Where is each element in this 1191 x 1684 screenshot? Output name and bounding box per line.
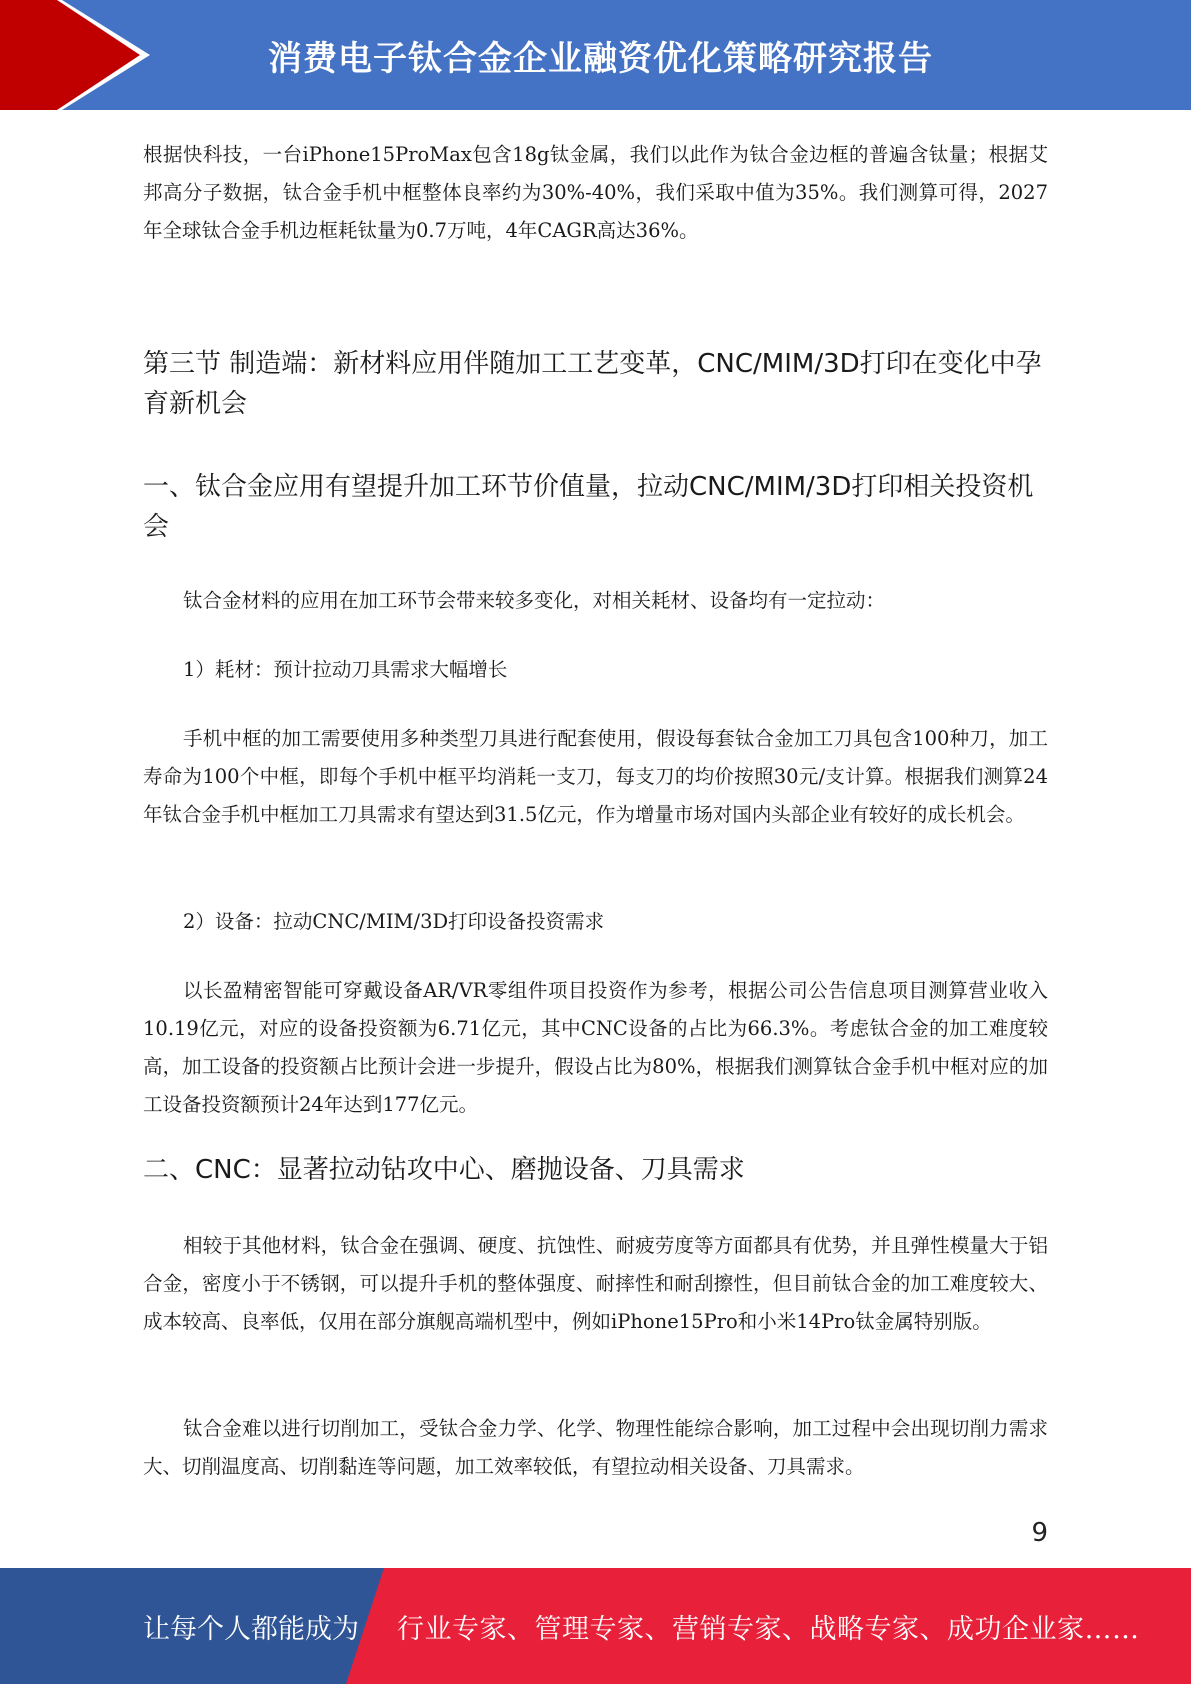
footer-slogan-left: 让每个人都能成为 [143,1613,359,1645]
heading-two: 二、CNC：显著拉动钻攻中心、磨抛设备、刀具需求 [143,1155,745,1185]
equipment-paragraph: 以长盈精密智能可穿戴设备AR/VR零组件项目投资作为参考，根据公司公告信息项目测算营业收入10.19亿元，对应的设备投资额为6.71亿元，其中CNC设备的占比为66.3%。考虑钛合金的加工难度较高，加工设备的投资额占比预计会进一步提升，假设占比为80%，根据我们测算钛合金手机中框对应的加工设备投资额预计24年达到177亿元。 [143,979,1048,1116]
page-header [0,0,1191,110]
tools-paragraph: 手机中框的加工需要使用多种类型刀具进行配套使用，假设每套钛合金加工刀具包含100种刀，加工寿命为100个中框，即每个手机中框平均消耗一支刀，每支刀的均价按照30元/支计算。根据我们测算24年钛合金手机中框加工刀具需求有望达到31.5亿元，作为增量市场对国内头部企业有较好的成长机会。 [143,727,1048,826]
item-1-consumables: 1）耗材：预计拉动刀具需求大幅增长 [183,658,508,681]
report-title: 消费电子钛合金企业融资优化策略研究报告 [268,38,933,79]
page-number: 9 [1031,1518,1048,1548]
section-3-title: 第三节 制造端：新材料应用伴随加工工艺变革，CNC/MIM/3D打印在变化中孕育新机会 [143,349,1042,419]
page-footer [0,1568,1191,1684]
intro-paragraph: 根据快科技，一台iPhone15ProMax包含18g钛金属，我们以此作为钛合金边框的普遍含钛量；根据艾邦高分子数据，钛合金手机中框整体良率约为30%-40%，我们采取中值为35%。我们测算可得，2027年全球钛合金手机边框耗钛量为0.7万吨，4年CAGR高达36%。 [143,143,1048,242]
footer-slogan-right: 行业专家、管理专家、营销专家、战略专家、成功企业家…… [397,1613,1140,1645]
cutting-paragraph: 钛合金难以进行切削加工，受钛合金力学、化学、物理性能综合影响，加工过程中会出现切削力需求大、切削温度高、切削黏连等问题，加工效率较低，有望拉动相关设备、刀具需求。 [143,1417,1048,1478]
heading-one: 一、钛合金应用有望提升加工环节价值量，拉动CNC/MIM/3D打印相关投资机会 [143,472,1034,542]
compare-paragraph: 相较于其他材料，钛合金在强调、硬度、抗蚀性、耐疲劳度等方面都具有优势，并且弹性模量大于铝合金，密度小于不锈钢，可以提升手机的整体强度、耐摔性和耐刮擦性，但目前钛合金的加工难度较大、成本较高、良率低，仅用在部分旗舰高端机型中，例如iPhone15Pro和小米14Pro钛金属特别版。 [143,1234,1048,1333]
item-2-equipment: 2）设备：拉动CNC/MIM/3D打印设备投资需求 [183,910,605,933]
apply-paragraph: 钛合金材料的应用在加工环节会带来较多变化，对相关耗材、设备均有一定拉动： [183,589,886,612]
